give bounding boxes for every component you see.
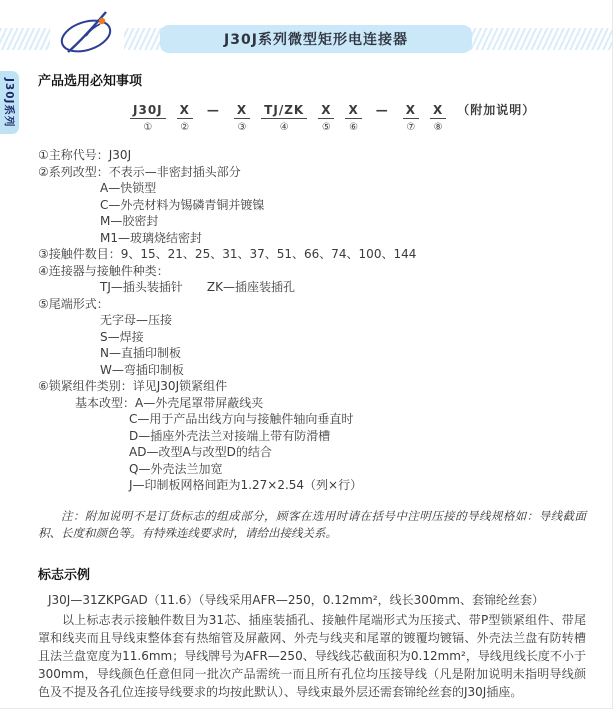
diagram-segment-text: TJ/ZK bbox=[261, 103, 307, 119]
diagram-segment-number: ⑤ bbox=[321, 122, 331, 133]
legend-item bbox=[38, 147, 586, 164]
diagram-segment bbox=[204, 103, 223, 132]
marking-example-description: 以上标志表示接触件数目为31芯、插座装插孔、接触件尾端形式为压接式、带P型锁紧组件、带尾罩和线夹而且导线束整体套有热缩管及屏蔽网、外壳与线夹和尾罩的镀覆均镀镉、外壳法兰盘有防转槽且法兰盘宽度为11.6mm；导线牌号为AFR—250、导线线芯截面积为0.12mm²，导线甩线长度不小于300mm，导线颜色任意但同一批次产品需统一而且所有孔位均压接导线（凡是附加说明未指明导线颜色及不提及各孔位连接导线要求的均按此默认）、导线束最外层还需套锦纶丝套的J30J插座。 bbox=[38, 612, 586, 699]
section-heading-marking-example: 标志示例 bbox=[38, 567, 91, 583]
legend-item-line: ②系列改型：不表示—非密封插头部分 bbox=[38, 164, 241, 179]
basic-modification-first-line: 基本改型：A—外壳尾罩带屏蔽线夹 bbox=[75, 395, 264, 410]
part-number-legend bbox=[38, 147, 586, 395]
section-heading-selection-notes: 产品选用必知事项 bbox=[38, 74, 143, 89]
legend-item-sub-line: S—焊接 bbox=[100, 329, 144, 344]
legend-item-sub-line: C—外壳材料为锡磷青铜并镀镍 bbox=[100, 197, 265, 212]
legend-item bbox=[38, 378, 586, 395]
legend-item bbox=[38, 263, 586, 296]
legend-item-line: ⑤尾端形式： bbox=[38, 296, 109, 311]
diagram-segment-text: J30J bbox=[130, 103, 166, 119]
diagram-segment-number bbox=[381, 121, 384, 132]
diagram-segment-number: ③ bbox=[237, 122, 247, 133]
diagram-suffix-label: （附加说明） bbox=[457, 103, 536, 117]
basic-modification-sub-line: J—印制板网格间距为1.27×2.54（列×行） bbox=[129, 478, 363, 492]
basic-modification-subs bbox=[75, 411, 586, 494]
diagram-segment bbox=[318, 103, 334, 133]
diagram-segment-number: ⑧ bbox=[433, 122, 443, 133]
diagram-segment-number bbox=[212, 121, 215, 132]
basic-modification-block bbox=[75, 395, 586, 494]
part-number-diagram bbox=[130, 103, 586, 133]
diagram-segment-number: ① bbox=[143, 122, 153, 133]
page-title: J30J系列微型矩形电连接器 bbox=[224, 32, 408, 48]
diagram-segment bbox=[261, 103, 307, 133]
legend-item-sub-line: A—快锁型 bbox=[100, 181, 157, 195]
diagram-segment bbox=[345, 103, 361, 133]
diagram-segment-number: ② bbox=[180, 122, 190, 133]
diagram-segment-number: ④ bbox=[279, 122, 289, 133]
diagram-segment-number: ⑥ bbox=[349, 122, 359, 133]
legend-item-sub-line: M—胶密封 bbox=[100, 214, 159, 228]
legend-item-line: ④连接器与接触件种类： bbox=[38, 263, 169, 278]
diagram-segment bbox=[130, 103, 166, 133]
legend-item bbox=[38, 164, 586, 247]
marking-example-code: J30J—31ZKPGAD（11.6）（导线采用AFR—250，0.12mm²，线长300mm、套锦纶丝套） bbox=[48, 592, 544, 607]
basic-modification-sub-line: C—用于产品出线方向与接触件轴向垂直时 bbox=[129, 412, 354, 426]
diagram-segment bbox=[177, 103, 193, 133]
diagram-segment bbox=[430, 103, 446, 133]
legend-item-line: ③接触件数目：9、15、21、25、31、37、51、66、74、100、144 bbox=[38, 247, 417, 261]
legend-item-sub-line: 无字母—压接 bbox=[100, 313, 173, 327]
diagram-segment-text: X bbox=[403, 103, 419, 119]
diagram-segment-text: X bbox=[177, 103, 193, 119]
diagram-segment-text: X bbox=[430, 103, 446, 119]
legend-item-sub-line: N—直插印制板 bbox=[100, 346, 181, 360]
legend-item bbox=[38, 296, 586, 379]
legend-item-sub-line: TJ—插头装插针 ZK—插座装插孔 bbox=[100, 280, 295, 294]
basic-modification-sub-line: AD—改型A与改型D的结合 bbox=[129, 445, 272, 459]
diagram-segment-number: ⑦ bbox=[406, 122, 416, 133]
ordering-note: 注：附加说明不是订货标志的组成部分，顾客在选用时请在括号中注明压接的导线规格如：导线截面积、长度和颜色等。有特殊连线要求时，请给出接线关系。 bbox=[38, 508, 586, 540]
basic-modification-sub-line: D—插座外壳法兰对接端上带有防滑槽 bbox=[129, 428, 331, 443]
diagram-segment-text: X bbox=[234, 103, 250, 119]
diagram-segment-text: — bbox=[206, 103, 220, 117]
legend-item-line: ⑥锁紧组件类别：详见J30J锁紧组件 bbox=[38, 379, 228, 393]
diagram-segment bbox=[234, 103, 250, 133]
legend-item-line: ①主称代号：J30J bbox=[38, 148, 132, 162]
legend-item-sub-line: W—弯插印制板 bbox=[100, 362, 184, 377]
diagram-segment-text: — bbox=[375, 103, 389, 117]
series-side-tab-label: J30J系列 bbox=[3, 77, 15, 128]
legend-item bbox=[38, 246, 586, 263]
diagram-segment-text: X bbox=[318, 103, 334, 119]
diagram-segment bbox=[403, 103, 419, 133]
diagram-segment-text: X bbox=[345, 103, 361, 119]
diagram-segment bbox=[373, 103, 392, 132]
basic-modification-sub-line: Q—外壳法兰加宽 bbox=[129, 461, 223, 476]
legend-item-sub-line: M1—玻璃烧结密封 bbox=[100, 230, 202, 245]
